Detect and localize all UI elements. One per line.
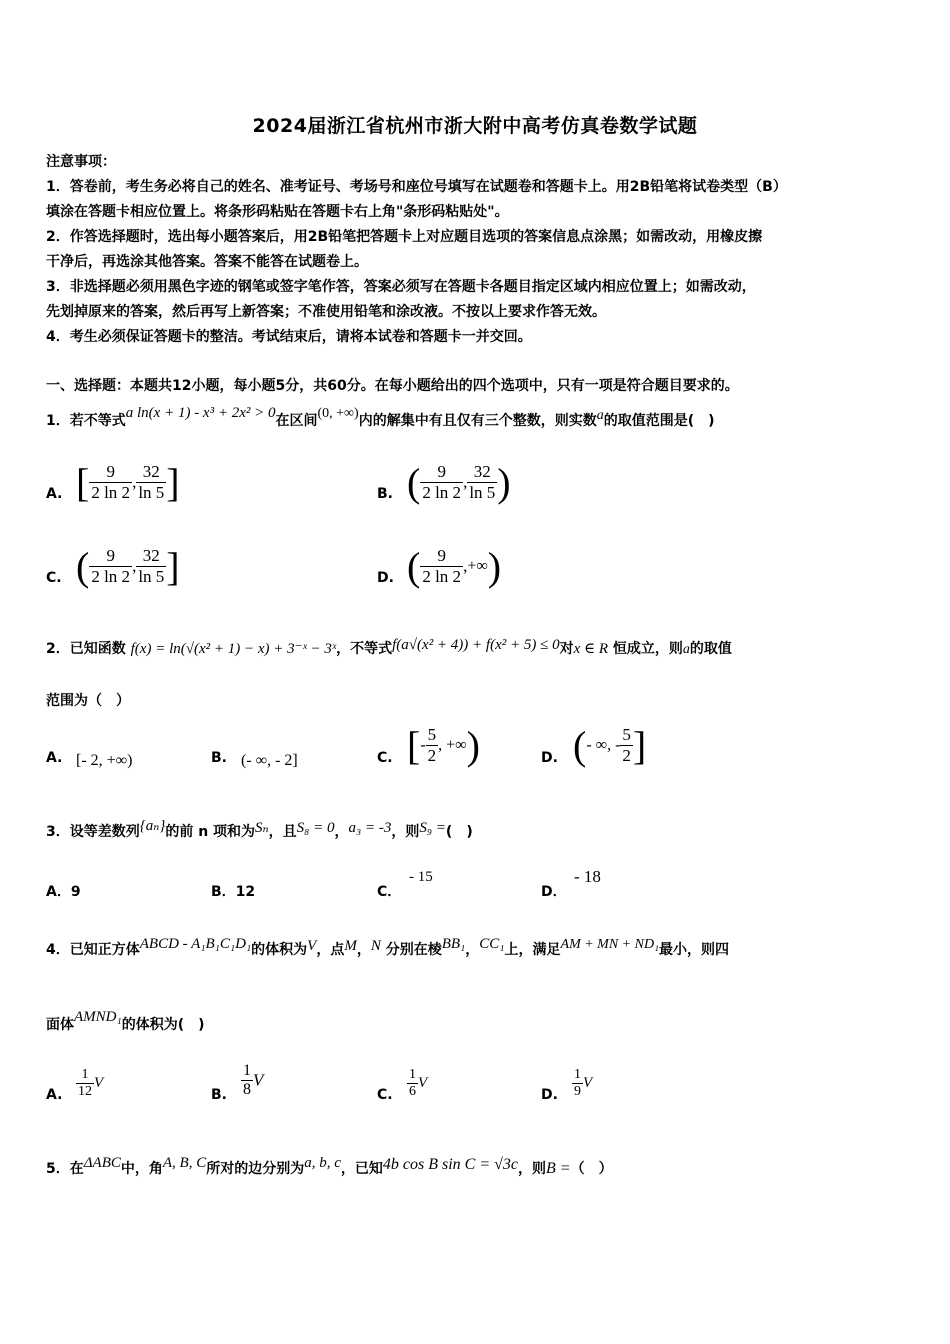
q4-option-d: $\frac{1}{9}$ V <box>574 1067 593 1099</box>
q3-sequence: {aₙ} <box>139 818 166 834</box>
q1-option-d: ( $\frac{9}{2 \ln 2}$ ,+∞) <box>407 544 502 589</box>
q2-option-b-label: B. <box>211 750 227 766</box>
q4-text-1: 4．已知正方体 <box>46 942 140 958</box>
q3-s9: S₉ = <box>419 820 446 836</box>
q3-text-2: 的前 n 项和为 <box>165 824 256 840</box>
question-1 <box>46 405 715 430</box>
q4-text-9: 面体 <box>46 1017 74 1033</box>
q5-text-3: 所对的边分别为 <box>206 1161 305 1177</box>
q1-d-inf: +∞ <box>467 557 488 575</box>
notice-line-1: 1．答卷前，考生务必将自己的姓名、准考证号、考场号和座位号填写在试题卷和答题卡上。用2B铅笔将试卷类型（B） <box>46 179 787 195</box>
q3-text-1: 3．设等差数列 <box>46 824 140 840</box>
q3-option-d: - 18 <box>574 867 601 886</box>
q3-option-c-label: C． <box>377 884 402 900</box>
q1-text-3: 内的解集中有且仅有三个整数，则实数 <box>358 413 597 429</box>
q4-text-10: 的体积为( ) <box>121 1017 205 1033</box>
q1-a-frac-2: $\frac{32}{\ln 5}$ <box>138 462 165 502</box>
q3-text-3: ，且 <box>268 824 297 840</box>
q1-var-a: a <box>596 408 604 423</box>
q2-option-a-label: A. <box>46 750 63 766</box>
question-3 <box>46 818 473 841</box>
q1-option-b: ( $\frac{9}{2 \ln 2}$ , $\frac{32}{\ln 5}$ ) <box>407 460 511 505</box>
q3-a3: a₃ = -3 <box>348 820 392 836</box>
q3-s8: S₈ = 0 <box>296 820 335 836</box>
q5-equation: 4b cos B sin C = √3c <box>382 1156 519 1173</box>
q2-text-3: 对 <box>559 641 574 657</box>
q3-sn: Sₙ <box>255 820 269 836</box>
q1-option-a: [ $\frac{9}{2 \ln 2}$ , $\frac{32}{\ln 5}$ ] <box>76 460 180 505</box>
question-2 <box>46 638 732 658</box>
q1-option-d-label: D. <box>377 570 394 586</box>
q4-option-b: $\frac{1}{8}$ V <box>243 1062 264 1098</box>
q1-text-4: 的取值范围是( ) <box>603 413 715 429</box>
notice-line-4: 干净后，再选涂其他答案。答案不能答在试题卷上。 <box>46 254 368 270</box>
q5-text-2: 中，角 <box>120 1161 163 1177</box>
q2-text-5: 的取值 <box>689 641 732 657</box>
q4-option-d-label: D. <box>541 1087 558 1103</box>
q2-option-b: (- ∞, - 2] <box>241 752 298 769</box>
q4-text-2: 的体积为 <box>251 942 308 958</box>
q1-c-frac-2: $\frac{32}{\ln 5}$ <box>138 546 165 586</box>
q1-text-1: 1．若不等式 <box>46 413 126 429</box>
q4-text-6: ， <box>465 942 480 958</box>
page-title: 2024届浙江省杭州市浙大附中高考仿真卷数学试题 <box>252 115 698 137</box>
notice-line-6: 先划掉原来的答案，然后再写上新答案；不准使用铅笔和涂改液。不按以上要求作答无效。 <box>46 304 606 320</box>
q4-volume: V <box>307 938 317 954</box>
q2-function: f(x) = ln(√(x² + 1) − x) + 3⁻ˣ − 3ˣ <box>130 641 337 657</box>
q5-triangle: ΔABC <box>83 1155 121 1171</box>
q4-cc1: CC₁ <box>479 936 505 952</box>
q2-option-d: (- ∞, - $\frac{5}{2}$ ] <box>573 723 647 768</box>
q2-option-c-label: C. <box>377 750 393 766</box>
q2-d-frac: $\frac{5}{2}$ <box>622 725 631 765</box>
q4-option-a: $\frac{1}{12}$ V <box>78 1067 104 1099</box>
q3-option-a: A．9 <box>46 884 81 900</box>
q3-text-6: ( ) <box>445 824 473 840</box>
q4-text-3: ，点 <box>316 942 345 958</box>
q1-text-2: 在区间 <box>275 413 318 429</box>
q5-text-1: 5．在 <box>46 1161 84 1177</box>
notice-line-5: 3．非选择题必须用黑色字迹的钢笔或签字笔作答，答案必须写在答题卡各题目指定区域内相应位置上；如需改动， <box>46 279 756 295</box>
q1-b-frac-2: $\frac{32}{\ln 5}$ <box>469 462 496 502</box>
notice-heading: 注意事项： <box>46 154 116 170</box>
q1-d-frac: $\frac{9}{2 \ln 2}$ <box>422 546 462 586</box>
q1-c-frac-1: $\frac{9}{2 \ln 2}$ <box>91 546 131 586</box>
q2-text-1: 2．已知函数 <box>46 641 126 657</box>
q5-sides: a, b, c <box>304 1155 341 1171</box>
q5-text-5: ，则 <box>518 1161 547 1177</box>
q2-condition: x ∈ R <box>573 641 609 657</box>
q4-text-8: 最小，则四 <box>658 942 729 958</box>
q2-option-d-label: D. <box>541 750 558 766</box>
q1-interval: (0, +∞) <box>317 406 359 421</box>
q2-text-4: 恒成立，则 <box>612 641 683 657</box>
q4-point-n: N <box>370 938 381 954</box>
q2-option-a: [- 2, +∞) <box>76 752 133 769</box>
notice-line-3: 2．作答选择题时，选出每小题答案后，用2B铅笔把答题卡上对应题目选项的答案信息点涂黑；如需改动，用橡皮擦 <box>46 229 763 245</box>
q4-option-b-label: B. <box>211 1087 227 1103</box>
q2-text-2: ，不等式 <box>336 641 393 657</box>
q1-inequality: a ln(x + 1) - x³ + 2x² > 0 <box>125 405 276 421</box>
q1-a-frac-1: $\frac{9}{2 \ln 2}$ <box>91 462 131 502</box>
q4-cube: ABCD - A₁B₁C₁D₁ <box>139 936 252 952</box>
q1-b-frac-1: $\frac{9}{2 \ln 2}$ <box>422 462 462 502</box>
q4-point-m: M <box>344 938 357 954</box>
section-heading: 一、选择题：本题共12小题，每小题5分，共60分。在每小题给出的四个选项中，只有一项是符合题目要求的。 <box>46 378 739 394</box>
q3-text-4: ， <box>334 824 349 840</box>
q4-option-c-label: C. <box>377 1087 393 1103</box>
q4-bb1: BB₁ <box>441 936 466 952</box>
q4-option-a-label: A. <box>46 1087 63 1103</box>
q4-tetrahedron: AMND₁ <box>74 1009 122 1025</box>
notice-line-2: 填涂在答题卡相应位置上。将条形码粘贴在答题卡右上角"条形码粘贴处"。 <box>46 204 509 220</box>
q2-line-2: 范围为（ ） <box>46 693 130 709</box>
q5-b-equals: B = <box>546 1160 571 1177</box>
q4-sum: AM + MN + ND₁ <box>560 937 659 952</box>
q4-text-5: 分别在棱 <box>385 942 442 958</box>
q1-option-b-label: B. <box>377 486 393 502</box>
q3-text-5: ，则 <box>391 824 420 840</box>
q2-option-c: [- $\frac{5}{2}$ , +∞) <box>407 723 480 768</box>
question-4 <box>46 936 729 959</box>
q2-var-a: a <box>682 642 690 657</box>
q4-line-2 <box>46 1009 205 1034</box>
q1-option-a-label: A. <box>46 486 63 502</box>
q3-option-c: - 15 <box>409 869 433 885</box>
q5-text-6: （ ） <box>570 1161 613 1177</box>
question-5 <box>46 1155 613 1178</box>
q3-option-b: B．12 <box>211 884 256 900</box>
q4-option-c: $\frac{1}{6}$ V <box>409 1067 428 1099</box>
q1-option-c-label: C. <box>46 570 62 586</box>
notice-line-7: 4．考生必须保证答题卡的整洁。考试结束后，请将本试卷和答题卡一并交回。 <box>46 329 532 345</box>
q5-angles: A, B, C <box>162 1155 207 1171</box>
q3-option-d-label: D． <box>541 884 567 900</box>
q4-text-4: ， <box>356 942 371 958</box>
q4-text-7: 上，满足 <box>504 942 561 958</box>
q1-option-c: ( $\frac{9}{2 \ln 2}$ , $\frac{32}{\ln 5}$ ] <box>76 544 180 589</box>
q2-inequality: f(a√(x² + 4)) + f(x² + 5) ≤ 0 <box>392 637 560 653</box>
q5-text-4: ，已知 <box>340 1161 383 1177</box>
q2-c-frac: $\frac{5}{2}$ <box>427 725 437 765</box>
